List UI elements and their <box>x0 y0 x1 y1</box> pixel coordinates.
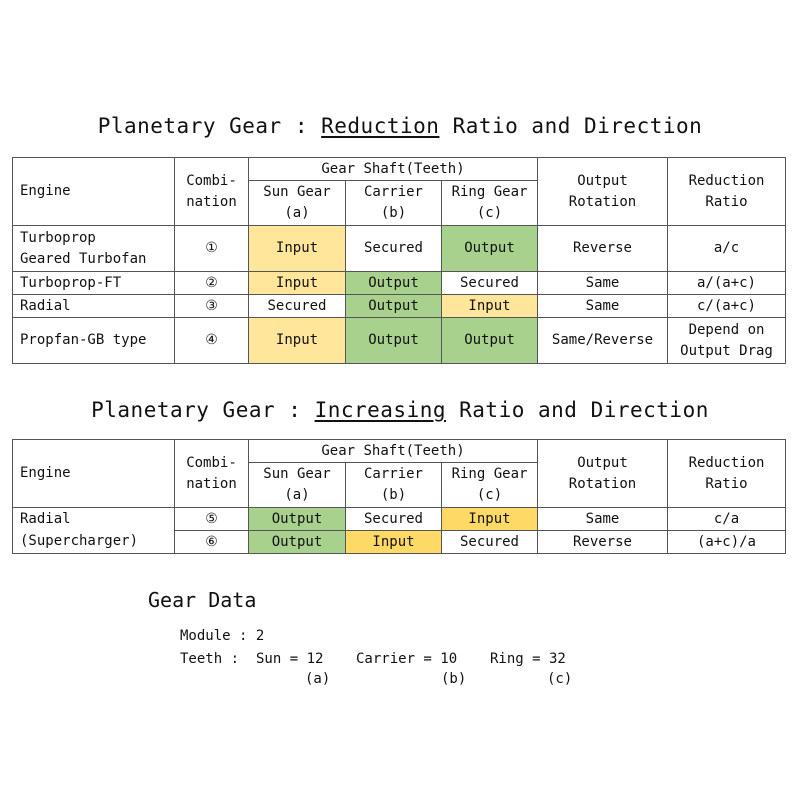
ratio-cell: c/a <box>668 508 786 531</box>
rotation-cell: Same/Reverse <box>538 318 668 364</box>
carrier-cell: Output <box>346 295 442 318</box>
rotation-cell: Same <box>538 295 668 318</box>
table-row <box>13 272 786 295</box>
table-row <box>13 531 786 554</box>
header-sun-gear: Sun Gear (a) <box>249 181 346 226</box>
rotation-cell: Reverse <box>538 226 668 272</box>
title-suffix: Ratio and Direction <box>439 114 703 138</box>
sun-cell: Output <box>249 508 346 531</box>
teeth-label: Teeth : <box>180 651 240 667</box>
ratio-cell: Depend on Output Drag <box>668 318 786 364</box>
ring-cell: Output <box>442 226 538 272</box>
reduction-title <box>0 114 800 138</box>
engine-cell: (Supercharger) <box>13 531 175 554</box>
table-row <box>13 508 786 531</box>
reduction-table <box>12 157 786 364</box>
ring-teeth: Ring = 32 <box>490 651 566 667</box>
header-combination: Combi- nation <box>175 158 249 226</box>
ring-cell: Output <box>442 318 538 364</box>
combination-cell: ① <box>175 226 249 272</box>
ratio-cell: a/(a+c) <box>668 272 786 295</box>
title-underlined-word: Reduction <box>321 114 440 138</box>
combination-cell: ④ <box>175 318 249 364</box>
header-ring-gear: Ring Gear (c) <box>442 181 538 226</box>
header-gear-shaft: Gear Shaft(Teeth) <box>249 158 538 181</box>
rotation-cell: Same <box>538 508 668 531</box>
combination-cell: ② <box>175 272 249 295</box>
engine-cell: Turboprop-FT <box>13 272 175 295</box>
increasing-table <box>12 439 786 554</box>
sun-cell: Input <box>249 272 346 295</box>
header-ring-gear: Ring Gear (c) <box>442 463 538 508</box>
ring-cell: Input <box>442 295 538 318</box>
ring-cell: Input <box>442 508 538 531</box>
table-row <box>13 318 786 364</box>
header-carrier: Carrier (b) <box>346 181 442 226</box>
carrier-cell: Output <box>346 272 442 295</box>
carrier-cell: Input <box>346 531 442 554</box>
ratio-cell: (a+c)/a <box>668 531 786 554</box>
sun-teeth: Sun = 12 <box>256 651 324 667</box>
title-underlined-word: Increasing <box>314 398 446 422</box>
combination-cell: ⑥ <box>175 531 249 554</box>
header-reduction-ratio: Reduction Ratio <box>668 440 786 508</box>
carrier-cell: Secured <box>346 226 442 272</box>
carrier-letter: (b) <box>441 671 467 687</box>
sun-cell: Input <box>249 318 346 364</box>
ring-cell: Secured <box>442 272 538 295</box>
header-reduction-ratio: Reduction Ratio <box>668 158 786 226</box>
sun-cell: Input <box>249 226 346 272</box>
ratio-cell: a/c <box>668 226 786 272</box>
carrier-teeth: Carrier = 10 <box>356 651 458 667</box>
sun-cell: Secured <box>249 295 346 318</box>
increasing-title <box>0 398 800 422</box>
rotation-cell: Same <box>538 272 668 295</box>
rotation-cell: Reverse <box>538 531 668 554</box>
ring-cell: Secured <box>442 531 538 554</box>
ratio-cell: c/(a+c) <box>668 295 786 318</box>
table-row <box>13 295 786 318</box>
header-engine: Engine <box>13 158 175 226</box>
header-carrier: Carrier (b) <box>346 463 442 508</box>
header-output-rotation: Output Rotation <box>538 158 668 226</box>
title-prefix: Planetary Gear : <box>91 398 315 422</box>
engine-cell: Turboprop Geared Turbofan <box>13 226 175 272</box>
title-prefix: Planetary Gear : <box>97 114 322 138</box>
gear-data-title: Gear Data <box>148 588 257 612</box>
ring-letter: (c) <box>547 671 573 687</box>
title-suffix: Ratio and Direction <box>446 398 709 422</box>
header-combination: Combi- nation <box>175 440 249 508</box>
table-row <box>13 226 786 272</box>
header-gear-shaft: Gear Shaft(Teeth) <box>249 440 538 463</box>
engine-cell: Radial <box>13 508 175 531</box>
engine-cell: Radial <box>13 295 175 318</box>
combination-cell: ⑤ <box>175 508 249 531</box>
header-output-rotation: Output Rotation <box>538 440 668 508</box>
engine-cell: Propfan-GB type <box>13 318 175 364</box>
header-engine: Engine <box>13 440 175 508</box>
header-sun-gear: Sun Gear (a) <box>249 463 346 508</box>
sun-letter: (a) <box>305 671 331 687</box>
combination-cell: ③ <box>175 295 249 318</box>
sun-cell: Output <box>249 531 346 554</box>
carrier-cell: Secured <box>346 508 442 531</box>
module-line: Module : 2 <box>180 628 265 644</box>
carrier-cell: Output <box>346 318 442 364</box>
